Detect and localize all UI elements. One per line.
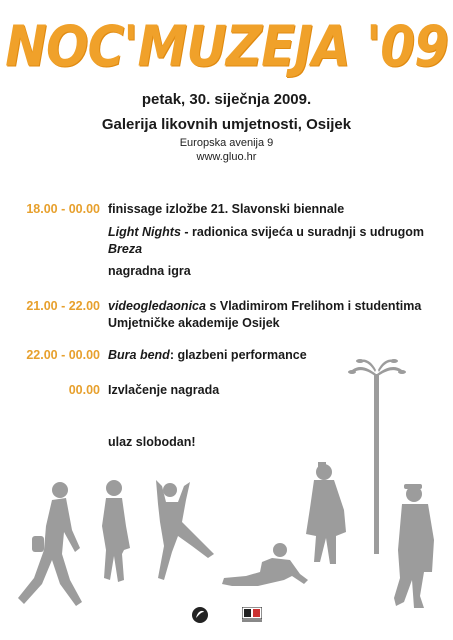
program-item-3: nagradna igra [108,264,191,278]
program-item-2: Light Nights - radionica svijeća u suradnji s udrugom Breza [108,225,425,256]
street-lamp-icon [348,359,406,554]
venue-address: Europska avenija 9 [179,137,274,149]
program-item-1: finissage izložbe 21. Slavonski biennale [108,202,345,216]
reclining-person-silhouette [222,543,308,586]
poster-title: NOC'MUZEJA '09 [5,14,448,79]
hrt-logo-icon [242,607,262,623]
event-date: petak, 30. siječnja 2009. [141,91,312,108]
program-time-5: 22.00 - 00.00 [26,348,100,362]
venue-address-block [0,136,453,164]
dancer-silhouette [156,480,214,580]
people-silhouettes [0,340,453,640]
walking-person-silhouette [102,480,130,582]
free-entry-note: ulaz slobodan! [108,435,196,449]
program-item-5: Bura bend: glazbeni performance [108,348,307,362]
program-time-1: 18.00 - 00.00 [26,202,100,216]
sponsor-logos [0,604,453,628]
venue-name: Galerija likovnih umjetnosti, Osijek [101,116,352,133]
program-item-4: videogledaonica s Vladimirom Frelihom i studentima Umjetničke akademije Osijek [108,299,422,330]
walking-man-silhouette [18,482,82,606]
program-time-4: 21.00 - 22.00 [26,299,100,313]
program-time-6: 00.00 [68,383,100,397]
venue-website: www.gluo.hr [196,151,257,163]
photographer-silhouette [306,462,346,564]
program-item-6: Izvlačenje nagrada [108,383,220,397]
man-with-cap-silhouette [394,484,434,608]
sponsor-logo-icon [191,606,209,624]
